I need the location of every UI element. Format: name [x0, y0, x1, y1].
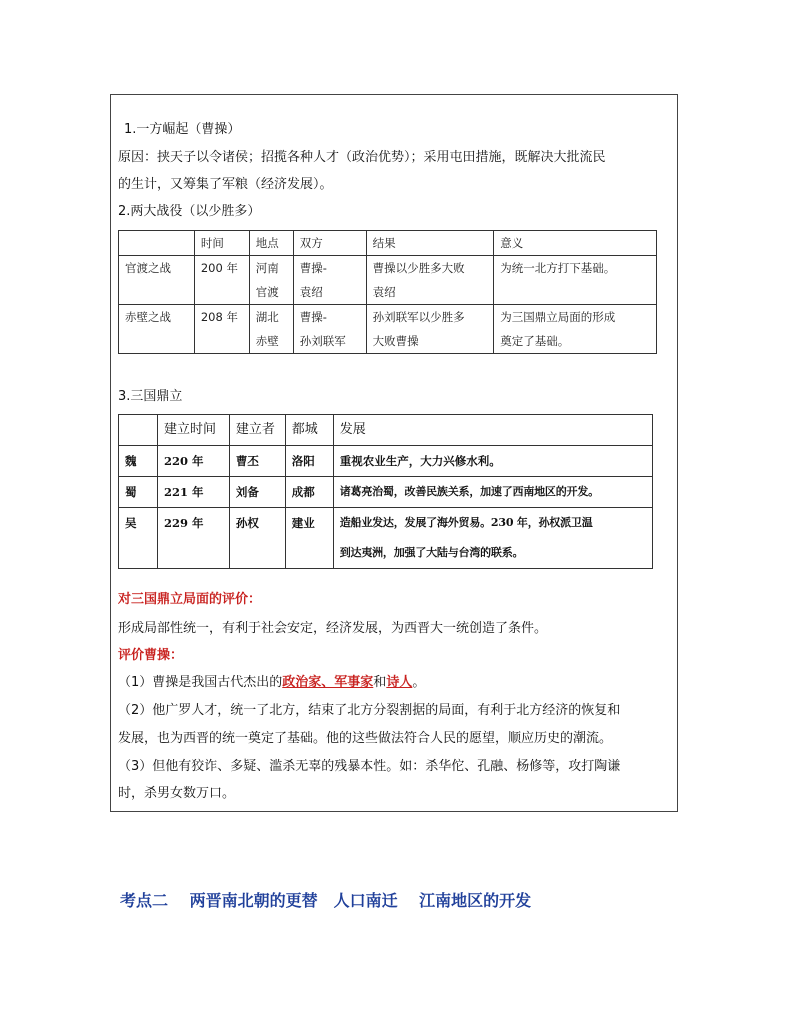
table-cell: 官渡之战 — [119, 256, 195, 305]
table-cell: 为三国鼎立局面的形成 奠定了基础。 — [494, 305, 657, 354]
table-header-row — [119, 231, 657, 256]
caocao-heading: 评价曹操： — [118, 648, 184, 663]
three-kingdoms-table — [118, 414, 653, 569]
table-cell: 刘备 — [229, 477, 285, 508]
table-header-cell: 建立时间 — [157, 415, 229, 446]
table-row — [119, 305, 657, 354]
table-cell: 孙权 — [229, 508, 285, 569]
table-header-cell — [119, 415, 158, 446]
table-header-row — [119, 415, 653, 446]
table-row — [119, 477, 653, 508]
table-cell: 曹操以少胜多大败 袁绍 — [366, 256, 494, 305]
section1-reason-line1: 原因：挟天子以令诸侯；招揽各种人才（政治优势）；采用屯田措施，既解决大批流民 — [118, 150, 606, 165]
table-cell: 造船业发达，发展了海外贸易。230 年，孙权派卫温 到达夷洲，加强了大陆与台湾的联系。 — [333, 508, 652, 569]
table-cell: 重视农业生产，大力兴修水利。 — [333, 446, 652, 477]
table-cell: 成都 — [285, 477, 333, 508]
caocao-point-1-mid: 和 — [373, 675, 387, 690]
caocao-roles-emphasis: 政治家、军事家 — [282, 675, 374, 690]
section2-title: 2.两大战役（以少胜多） — [118, 204, 261, 219]
table-cell: 河南 官渡 — [249, 256, 293, 305]
table-cell: 诸葛亮治蜀，改善民族关系，加速了西南地区的开发。 — [333, 477, 652, 508]
table-header-cell: 发展 — [333, 415, 652, 446]
table-cell: 208 年 — [194, 305, 249, 354]
section1-title: 1.一方崛起（曹操） — [124, 122, 241, 137]
table-cell: 曹丕 — [229, 446, 285, 477]
table-cell: 建业 — [285, 508, 333, 569]
table-cell: 220 年 — [157, 446, 229, 477]
caocao-point-2-line2: 发展，也为西晋的统一奠定了基础。他的这些做法符合人民的愿望，顺应历史的潮流。 — [118, 731, 613, 746]
table-row — [119, 256, 657, 305]
evaluation-heading: 对三国鼎立局面的评价： — [118, 592, 262, 607]
table-cell: 魏 — [119, 446, 158, 477]
section-heading-kaodian-2: 考点二 两晋南北朝的更替 人口南迁 江南地区的开发 — [120, 891, 532, 910]
section3-title: 3.三国鼎立 — [118, 389, 183, 404]
caocao-point-1-prefix: （1）曹操是我国古代杰出的 — [118, 675, 283, 690]
table-cell: 曹操- 袁绍 — [293, 256, 366, 305]
table-cell: 221 年 — [157, 477, 229, 508]
table-header-cell: 建立者 — [229, 415, 285, 446]
table-header-cell: 结果 — [366, 231, 494, 256]
caocao-poet-emphasis: 诗人 — [386, 675, 413, 690]
table-cell: 赤壁之战 — [119, 305, 195, 354]
table-row — [119, 446, 653, 477]
table-cell: 229 年 — [157, 508, 229, 569]
table-header-cell: 都城 — [285, 415, 333, 446]
section1-reason-line2: 的生计，又筹集了军粮（经济发展）。 — [118, 177, 333, 192]
table-cell: 蜀 — [119, 477, 158, 508]
table-header-cell: 地点 — [249, 231, 293, 256]
table-cell: 吴 — [119, 508, 158, 569]
caocao-point-1 — [118, 675, 425, 691]
caocao-point-1-suffix: 。 — [412, 675, 426, 690]
table-header-cell: 时间 — [194, 231, 249, 256]
table-row — [119, 508, 653, 569]
table-header-cell: 意义 — [494, 231, 657, 256]
evaluation-text: 形成局部性统一，有利于社会安定，经济发展，为西晋大一统创造了条件。 — [118, 621, 548, 636]
caocao-point-3-line1: （3）但他有狡诈、多疑、滥杀无辜的残暴本性。如：杀华佗、孔融、杨修等，攻打陶谦 — [118, 759, 621, 774]
table-cell: 200 年 — [194, 256, 249, 305]
table-cell: 为统一北方打下基础。 — [494, 256, 657, 305]
caocao-point-2-line1: （2）他广罗人才，统一了北方，结束了北方分裂割据的局面，有利于北方经济的恢复和 — [118, 703, 621, 718]
table-cell: 湖北 赤壁 — [249, 305, 293, 354]
table-header-cell — [119, 231, 195, 256]
table-cell: 孙刘联军以少胜多 大败曹操 — [366, 305, 494, 354]
table-cell: 曹操- 孙刘联军 — [293, 305, 366, 354]
battles-table — [118, 230, 657, 354]
caocao-point-3-line2: 时，杀男女数万口。 — [118, 786, 236, 801]
table-cell: 洛阳 — [285, 446, 333, 477]
table-header-cell: 双方 — [293, 231, 366, 256]
